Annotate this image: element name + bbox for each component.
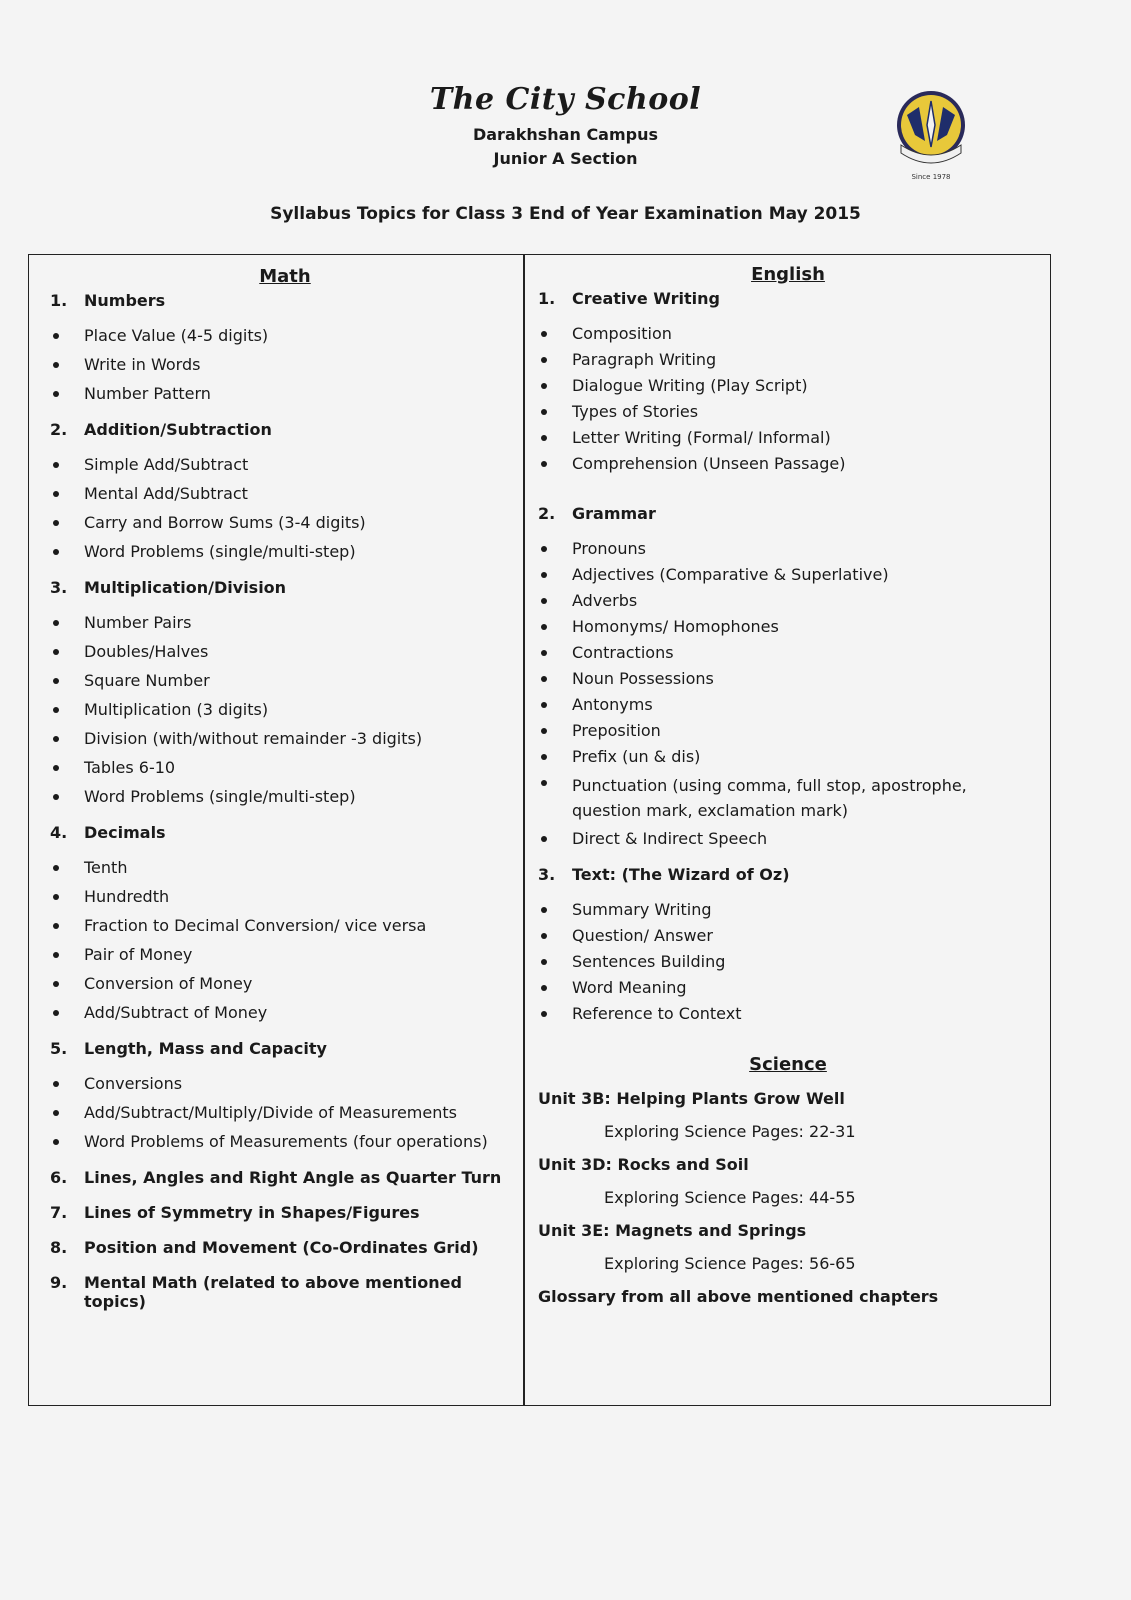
list-item: Comprehension (Unseen Passage) (538, 454, 1038, 474)
list-item: Composition (538, 324, 1038, 344)
list-item: Adjectives (Comparative & Superlative) (538, 565, 1038, 585)
topic-number: 9. (50, 1273, 68, 1292)
math-column (50, 266, 520, 1311)
english-topic (538, 865, 1038, 884)
list-item: Word Problems (single/multi-step) (50, 787, 520, 807)
list-item: Reference to Context (538, 1004, 1038, 1024)
list-item: Question/ Answer (538, 926, 1038, 946)
topic-title: Text: (The Wizard of Oz) (572, 865, 790, 884)
math-topic (50, 1238, 520, 1257)
topic-list (538, 900, 1038, 1024)
topic-number: 3. (50, 578, 68, 597)
science-unit-pages: Exploring Science Pages: 44-55 (604, 1188, 856, 1207)
list-item: Add/Subtract of Money (50, 1003, 520, 1023)
topic-number: 1. (50, 291, 68, 310)
topic-title: Addition/Subtraction (84, 420, 272, 439)
list-item: Summary Writing (538, 900, 1038, 920)
topic-title: Position and Movement (Co-Ordinates Grid) (84, 1238, 479, 1257)
list-item: Multiplication (3 digits) (50, 700, 520, 720)
topic-list (538, 539, 1038, 849)
topic-number: 1. (538, 289, 556, 308)
list-item: Tables 6-10 (50, 758, 520, 778)
list-item: Pair of Money (50, 945, 520, 965)
english-topic (538, 289, 1038, 308)
list-item: Paragraph Writing (538, 350, 1038, 370)
math-topic (50, 1168, 520, 1187)
topic-number: 6. (50, 1168, 68, 1187)
science-unit-pages: Exploring Science Pages: 56-65 (604, 1254, 856, 1273)
topic-list (50, 1074, 520, 1152)
science-heading: Science (749, 1054, 827, 1075)
list-item: Division (with/without remainder -3 digits) (50, 729, 520, 749)
list-item: Hundredth (50, 887, 520, 907)
english-topic (538, 504, 1038, 523)
topic-list (50, 613, 520, 807)
science-unit-pages: Exploring Science Pages: 22-31 (604, 1122, 856, 1141)
list-item: Word Problems (single/multi-step) (50, 542, 520, 562)
topic-title: Lines, Angles and Right Angle as Quarter Turn (84, 1168, 502, 1187)
list-item: Noun Possessions (538, 669, 1038, 689)
topic-title: Creative Writing (572, 289, 720, 308)
topic-title: Length, Mass and Capacity (84, 1039, 327, 1058)
math-topic (50, 1039, 520, 1058)
list-item: Number Pairs (50, 613, 520, 633)
topic-list (538, 324, 1038, 474)
topic-title: Mental Math (related to above mentioned topics) (84, 1273, 462, 1311)
topic-number: 3. (538, 865, 556, 884)
topic-number: 4. (50, 823, 68, 842)
list-item: Types of Stories (538, 402, 1038, 422)
topic-title: Decimals (84, 823, 166, 842)
list-item: Letter Writing (Formal/ Informal) (538, 428, 1038, 448)
list-item: Conversion of Money (50, 974, 520, 994)
topic-number: 2. (50, 420, 68, 439)
topic-number: 2. (538, 504, 556, 523)
topic-title: Grammar (572, 504, 656, 523)
list-item: Contractions (538, 643, 1038, 663)
math-topic (50, 578, 520, 597)
topic-list (50, 858, 520, 1023)
list-item: Sentences Building (538, 952, 1038, 972)
list-item: Dialogue Writing (Play Script) (538, 376, 1038, 396)
school-crest-logo (895, 85, 975, 185)
math-topic (50, 291, 520, 310)
list-item: Number Pattern (50, 384, 520, 404)
list-item: Tenth (50, 858, 520, 878)
list-item: Word Meaning (538, 978, 1038, 998)
math-topic (50, 1203, 520, 1222)
list-item: Doubles/Halves (50, 642, 520, 662)
math-heading: Math (259, 266, 311, 287)
science-unit-title: Unit 3E: Magnets and Springs (538, 1221, 807, 1240)
science-unit-title: Unit 3B: Helping Plants Grow Well (538, 1089, 845, 1108)
list-item: Place Value (4-5 digits) (50, 326, 520, 346)
topic-title: Numbers (84, 291, 166, 310)
math-topic (50, 420, 520, 439)
list-item: Square Number (50, 671, 520, 691)
campus-name: Darakhshan Campus (472, 125, 659, 144)
list-item: Direct & Indirect Speech (538, 829, 1038, 849)
list-item: Mental Add/Subtract (50, 484, 520, 504)
logo-since-text: Since 1978 (911, 173, 951, 181)
topic-title: Lines of Symmetry in Shapes/Figures (84, 1203, 420, 1222)
list-item: Simple Add/Subtract (50, 455, 520, 475)
topic-number: 5. (50, 1039, 68, 1058)
list-item: Write in Words (50, 355, 520, 375)
list-item: Pronouns (538, 539, 1038, 559)
list-item: Antonyms (538, 695, 1038, 715)
topic-title: Multiplication/Division (84, 578, 287, 597)
topic-list (50, 326, 520, 404)
list-item: Punctuation (using comma, full stop, apostrophe, question mark, exclamation mark) (538, 773, 1038, 823)
list-item: Fraction to Decimal Conversion/ vice versa (50, 916, 520, 936)
science-unit-title: Unit 3D: Rocks and Soil (538, 1155, 749, 1174)
column-divider (523, 254, 525, 1406)
list-item: Carry and Borrow Sums (3-4 digits) (50, 513, 520, 533)
school-name: The City School (429, 82, 702, 117)
topic-number: 7. (50, 1203, 68, 1222)
list-item: Conversions (50, 1074, 520, 1094)
list-item: Word Problems of Measurements (four operations) (50, 1132, 520, 1152)
list-item: Add/Subtract/Multiply/Divide of Measurements (50, 1103, 520, 1123)
topic-number: 8. (50, 1238, 68, 1257)
list-item: Prefix (un & dis) (538, 747, 1038, 767)
list-item: Homonyms/ Homophones (538, 617, 1038, 637)
math-topic (50, 1273, 520, 1311)
list-item: Adverbs (538, 591, 1038, 611)
english-heading: English (751, 264, 825, 285)
document-title: Syllabus Topics for Class 3 End of Year Examination May 2015 (270, 204, 861, 224)
section-name: Junior A Section (493, 149, 638, 168)
english-science-column (538, 264, 1038, 1306)
math-topic (50, 823, 520, 842)
topic-list (50, 455, 520, 562)
list-item: Preposition (538, 721, 1038, 741)
science-glossary: Glossary from all above mentioned chapters (538, 1287, 939, 1306)
